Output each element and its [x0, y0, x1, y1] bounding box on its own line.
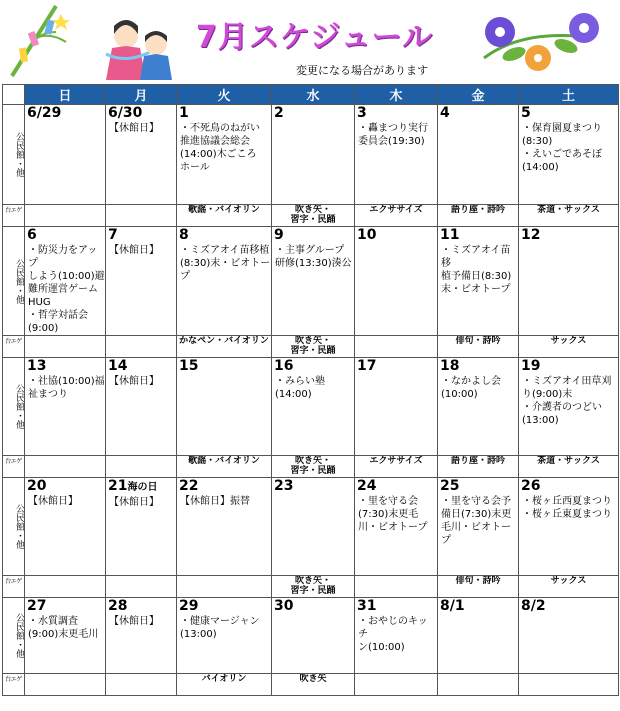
- date-label: 9: [274, 227, 284, 243]
- day-events: ・轟まつり実行 委員会(19:30): [358, 123, 428, 147]
- weekday-header-row: [3, 85, 619, 105]
- day-number: [177, 105, 271, 122]
- day-cell: [519, 358, 619, 456]
- day-cell: [519, 598, 619, 674]
- date-label: 18: [440, 358, 460, 374]
- date-label: 13: [27, 358, 47, 374]
- activity-cell: 語り座・詩吟: [438, 205, 519, 227]
- date-label: 14: [108, 358, 128, 374]
- date-label: 6: [27, 227, 37, 243]
- day-events: ・ミズアオイ苗移 植予備日(8:30) 末・ビオトープ: [441, 245, 512, 295]
- week-activity-row: [3, 336, 619, 358]
- day-cell: [177, 105, 272, 205]
- date-label: 27: [27, 598, 47, 614]
- day-cell: [355, 227, 438, 336]
- activity-cell: [438, 674, 519, 696]
- day-number: [272, 105, 354, 122]
- day-cell: [177, 358, 272, 456]
- date-label: 5: [521, 105, 531, 121]
- bamboo-decoration-icon: [6, 2, 78, 78]
- week-activity-row: [3, 456, 619, 478]
- date-label: 8/1: [440, 598, 465, 614]
- day-number: [272, 478, 354, 495]
- week-row: [3, 227, 619, 336]
- day-cell: [272, 358, 355, 456]
- day-events: ・ミズアオイ苗移植 (8:30)末・ビオトー プ: [180, 245, 271, 282]
- activity-cell: 吹き矢: [272, 674, 355, 696]
- day-cell: [355, 358, 438, 456]
- day-events: 【休館日】: [109, 616, 159, 627]
- side-label-sub: 台エゲ: [3, 336, 25, 358]
- side-label-sub: 台エゲ: [3, 576, 25, 598]
- day-number: [272, 227, 354, 244]
- day-cell: [177, 598, 272, 674]
- activity-cell: 吹き矢・ 習字・民踊: [272, 576, 355, 598]
- day-cell: [272, 598, 355, 674]
- activity-cell: エクササイズ: [355, 205, 438, 227]
- activity-cell: [25, 336, 106, 358]
- day-events: ・不死鳥のねがい 推進協議会総会 (14:00)木ごころ ホール: [180, 123, 260, 173]
- day-events: 【休館日】振替: [180, 496, 250, 507]
- day-events: ・社協(10:00)福 祉まつり: [28, 376, 105, 400]
- monthly-calendar: [2, 84, 619, 696]
- activity-cell: [355, 674, 438, 696]
- date-label: 8: [179, 227, 189, 243]
- day-events: ・主事グループ 研修(13:30)湊公: [275, 245, 352, 269]
- date-label: 3: [357, 105, 367, 121]
- date-label: 11: [440, 227, 460, 243]
- week-activity-row: [3, 576, 619, 598]
- day-number: [106, 227, 176, 244]
- day-events: ・防災力をアップ しよう(10:00)避 難所運営ゲーム HUG ・哲学対話会 (9:00): [28, 245, 105, 334]
- day-cell: [25, 478, 106, 576]
- day-cell: [272, 227, 355, 336]
- week-row: [3, 105, 619, 205]
- day-events: 【休館日】: [28, 496, 78, 507]
- date-label: 17: [357, 358, 377, 374]
- day-cell: [519, 227, 619, 336]
- date-label: 21: [108, 478, 128, 494]
- day-number: [355, 478, 437, 495]
- day-cell: [25, 598, 106, 674]
- day-number: [106, 478, 176, 496]
- day-cell: [438, 358, 519, 456]
- day-number: [106, 358, 176, 375]
- week-activity-row: [3, 205, 619, 227]
- date-label: 26: [521, 478, 541, 494]
- day-events: ・里を守る会予 備日(7:30)末更 毛川・ビオトープ: [441, 496, 512, 546]
- day-events: ・ミズアオイ田草刈 り(9:00)末 ・介護者のつどい (13:00): [522, 376, 612, 426]
- activity-cell: [25, 674, 106, 696]
- day-number: [355, 358, 437, 375]
- weekday-fri: 金: [438, 85, 519, 105]
- side-label-sub: 台エゲ: [3, 456, 25, 478]
- date-label: 20: [27, 478, 47, 494]
- day-number: [25, 105, 105, 122]
- day-cell: [25, 227, 106, 336]
- day-events: ・里を守る会 (7:30)末更毛 川・ビオトープ: [358, 496, 428, 533]
- day-cell: [438, 598, 519, 674]
- day-cell: [355, 598, 438, 674]
- date-label: 25: [440, 478, 460, 494]
- day-events: ・みらい塾 (14:00): [275, 376, 325, 400]
- day-number: [438, 227, 518, 244]
- day-number: [438, 358, 518, 375]
- day-cell: [177, 478, 272, 576]
- day-number: [25, 358, 105, 375]
- day-events: 【休館日】: [109, 497, 159, 508]
- day-cell: [272, 105, 355, 205]
- day-number: [25, 227, 105, 244]
- side-label-main: 公民館・他: [3, 478, 25, 576]
- day-cell: [106, 598, 177, 674]
- date-label: 30: [274, 598, 294, 614]
- day-cell: [272, 478, 355, 576]
- date-label: 8/2: [521, 598, 546, 614]
- activity-cell: エクササイズ: [355, 456, 438, 478]
- day-number: [106, 598, 176, 615]
- day-cell: [355, 478, 438, 576]
- day-number: [177, 478, 271, 495]
- date-label: 12: [521, 227, 541, 243]
- page-title: 7月スケジュール: [196, 20, 434, 55]
- activity-cell: [106, 674, 177, 696]
- day-cell: [519, 105, 619, 205]
- day-cell: [106, 227, 177, 336]
- day-number: [355, 598, 437, 615]
- activity-cell: サックス: [519, 336, 619, 358]
- week-row: [3, 358, 619, 456]
- activity-cell: [106, 456, 177, 478]
- activity-cell: [519, 674, 619, 696]
- activity-cell: 吹き矢・ 習字・民踊: [272, 336, 355, 358]
- activity-cell: かなペン・バイオリン: [177, 336, 272, 358]
- activity-cell: 吹き矢・ 習字・民踊: [272, 456, 355, 478]
- activity-cell: 俳句・詩吟: [438, 336, 519, 358]
- side-label-main: 公民館・他: [3, 598, 25, 674]
- day-cell: [106, 358, 177, 456]
- week-row: [3, 478, 619, 576]
- weekday-thu: 木: [355, 85, 438, 105]
- activity-cell: 茶道・サックス: [519, 456, 619, 478]
- day-number: [106, 105, 176, 122]
- day-events: 【休館日】: [109, 245, 159, 256]
- day-cell: [519, 478, 619, 576]
- date-label: 24: [357, 478, 377, 494]
- activity-cell: 俳句・詩吟: [438, 576, 519, 598]
- day-cell: [106, 478, 177, 576]
- morning-glory-icon: [474, 6, 610, 76]
- page-header: [0, 0, 620, 82]
- activity-cell: 吹き矢・ 習字・民踊: [272, 205, 355, 227]
- change-notice: 変更になる場合があります: [296, 64, 428, 77]
- day-number: [25, 598, 105, 615]
- day-events: ・保育園夏まつり (8:30) ・えいごであそぼ (14:00): [522, 123, 602, 173]
- date-label: 31: [357, 598, 377, 614]
- activity-cell: [25, 456, 106, 478]
- day-number: [355, 105, 437, 122]
- day-number: [177, 227, 271, 244]
- tanabata-couple-icon: [98, 14, 182, 82]
- activity-cell: [355, 576, 438, 598]
- activity-cell: 語り座・詩吟: [438, 456, 519, 478]
- day-number: [519, 478, 618, 495]
- date-label: 15: [179, 358, 199, 374]
- weekday-sat: 土: [519, 85, 619, 105]
- activity-cell: [106, 336, 177, 358]
- date-label: 7: [108, 227, 118, 243]
- day-number: [438, 105, 518, 122]
- date-label: 16: [274, 358, 294, 374]
- day-number: [177, 358, 271, 375]
- day-events: ・桜ヶ丘西夏まつり ・桜ヶ丘東夏まつり: [522, 496, 612, 520]
- day-number: [519, 105, 618, 122]
- day-cell: [177, 227, 272, 336]
- activity-cell: バイオリン: [177, 674, 272, 696]
- day-events: 【休館日】: [109, 123, 159, 134]
- date-label: 28: [108, 598, 128, 614]
- activity-cell: [355, 336, 438, 358]
- day-cell: [25, 358, 106, 456]
- day-number: [438, 598, 518, 615]
- header-corner: [3, 85, 25, 105]
- weekday-wed: 水: [272, 85, 355, 105]
- activity-cell: [25, 205, 106, 227]
- day-number: [355, 227, 437, 244]
- day-events: ・水質調査 (9:00)末更毛川: [28, 616, 99, 640]
- side-label-sub: 台エゲ: [3, 674, 25, 696]
- activity-cell: 茶道・サックス: [519, 205, 619, 227]
- weekday-sun: 日: [25, 85, 106, 105]
- activity-cell: 歌謡・バイオリン: [177, 456, 272, 478]
- date-label: 1: [179, 105, 189, 121]
- date-label: 6/29: [27, 105, 62, 121]
- day-number: [438, 478, 518, 495]
- activity-cell: 歌謡・バイオリン: [177, 205, 272, 227]
- week-activity-row: [3, 674, 619, 696]
- weekday-mon: 月: [106, 85, 177, 105]
- day-events: ・おやじのキッチ ン(10:00): [358, 616, 428, 653]
- day-number: [272, 358, 354, 375]
- date-label: 4: [440, 105, 450, 121]
- date-label: 2: [274, 105, 284, 121]
- weekday-tue: 火: [177, 85, 272, 105]
- date-label: 10: [357, 227, 377, 243]
- side-label-main: 公民館・他: [3, 105, 25, 205]
- day-events: ・なかよし会 (10:00): [441, 376, 501, 400]
- day-number: [519, 598, 618, 615]
- date-label: 6/30: [108, 105, 143, 121]
- day-cell: [438, 227, 519, 336]
- date-label: 29: [179, 598, 199, 614]
- day-events: 【休館日】: [109, 376, 159, 387]
- side-label-main: 公民館・他: [3, 358, 25, 456]
- day-cell: [355, 105, 438, 205]
- date-label: 23: [274, 478, 294, 494]
- activity-cell: [106, 576, 177, 598]
- holiday-label: 海の日: [127, 482, 158, 493]
- day-cell: [106, 105, 177, 205]
- activity-cell: [25, 576, 106, 598]
- day-number: [272, 598, 354, 615]
- side-label-main: 公民館・他: [3, 227, 25, 336]
- day-number: [519, 358, 618, 375]
- activity-cell: サックス: [519, 576, 619, 598]
- week-row: [3, 598, 619, 674]
- date-label: 22: [179, 478, 199, 494]
- day-number: [177, 598, 271, 615]
- activity-cell: [106, 205, 177, 227]
- date-label: 19: [521, 358, 541, 374]
- day-cell: [438, 105, 519, 205]
- day-cell: [25, 105, 106, 205]
- activity-cell: [177, 576, 272, 598]
- day-cell: [438, 478, 519, 576]
- side-label-sub: 台エゲ: [3, 205, 25, 227]
- day-number: [25, 478, 105, 495]
- day-number: [519, 227, 618, 244]
- day-events: ・健康マージャン (13:00): [180, 616, 260, 640]
